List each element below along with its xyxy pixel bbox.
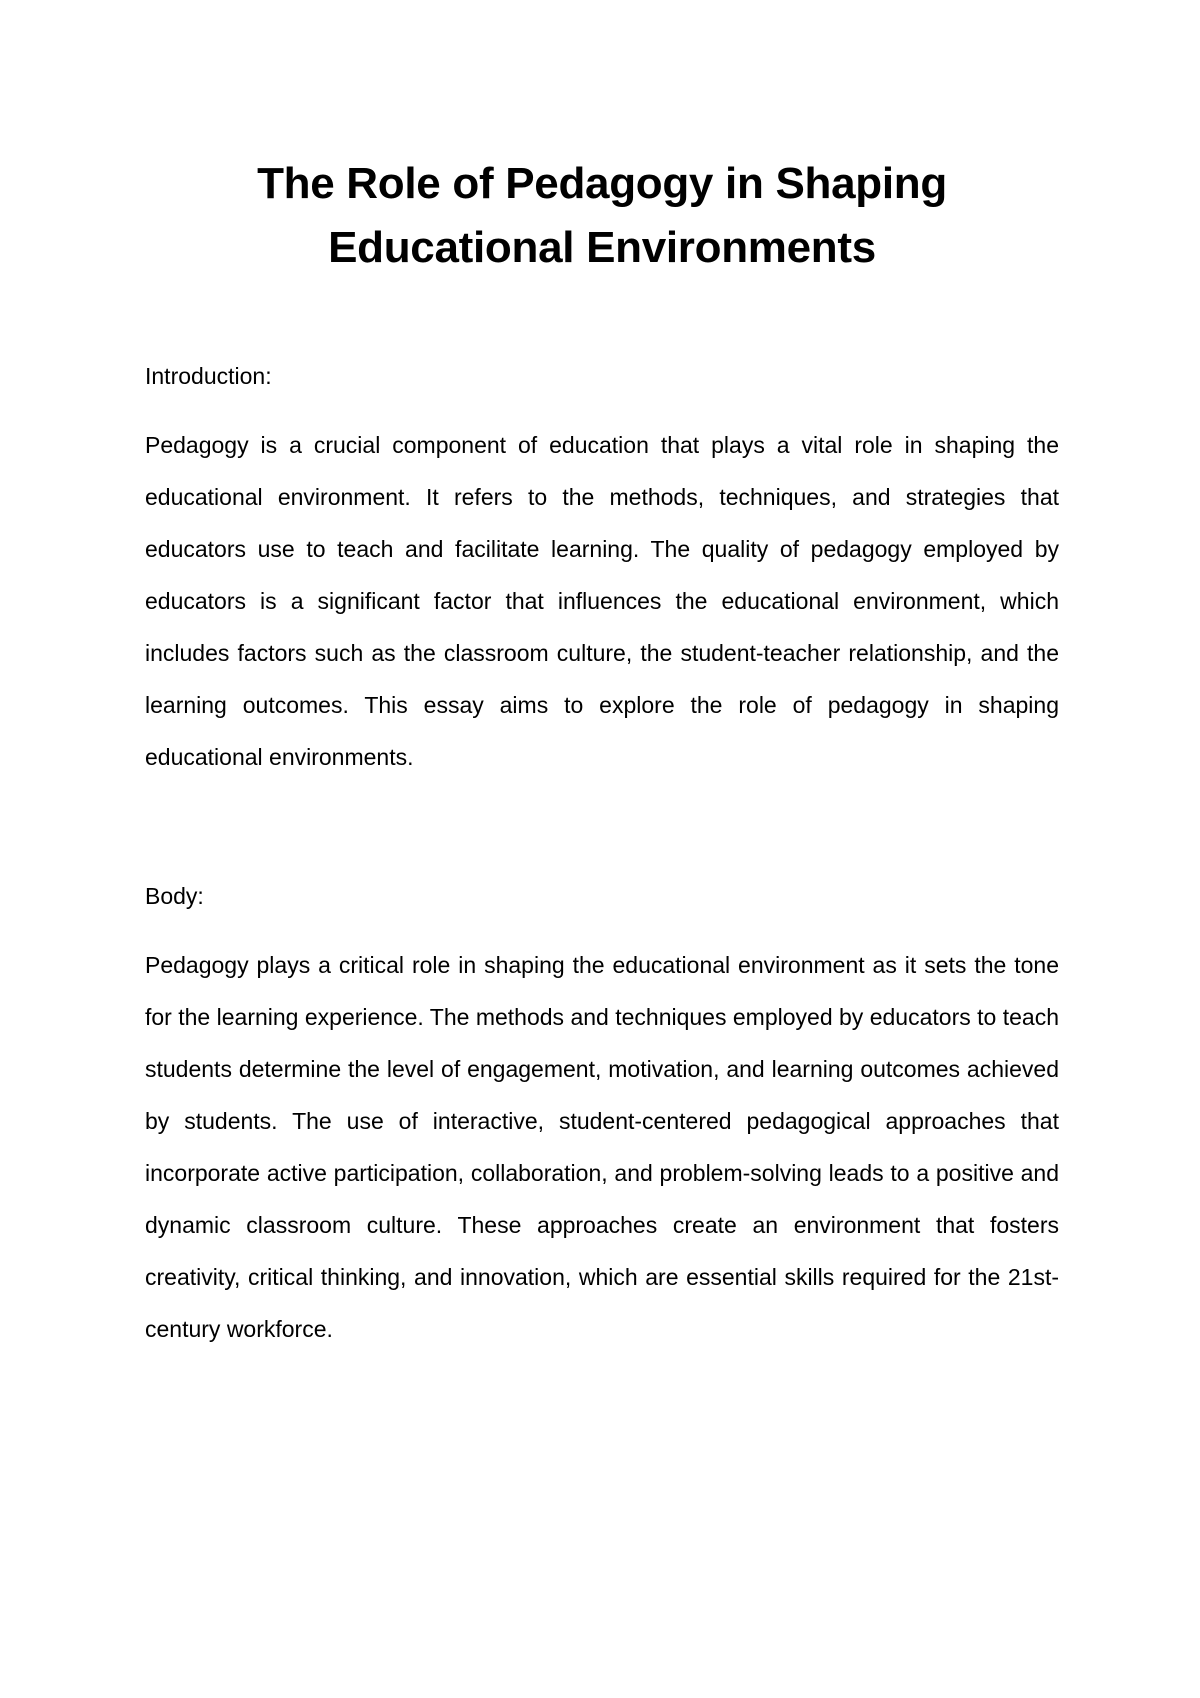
- document-body: [145, 360, 1059, 1355]
- body-heading: Body:: [145, 883, 204, 909]
- body-paragraph: Pedagogy plays a critical role in shaping the educational environment as it sets the tone for the learning experience. The methods and techniques employed by educators to teach students determine the level of engagement, motivation, and learning outcomes achieved by students. The use of interactive, student-centered pedagogical approaches that incorporate active participation, collaboration, and problem-solving leads to a positive and dynamic classroom culture. These approaches create an environment that fosters creativity, critical thinking, and innovation, which are essential skills required for the 21st-century workforce.: [145, 952, 1059, 1342]
- document-title: [145, 152, 1059, 280]
- title-line-2: Educational Environments: [328, 223, 876, 272]
- introduction-heading: Introduction:: [145, 363, 272, 389]
- title-line-1: The Role of Pedagogy in Shaping: [257, 159, 947, 208]
- introduction-paragraph: Pedagogy is a crucial component of education that plays a vital role in shaping the educational environment. It refers to the methods, techniques, and strategies that educators use to teach and facilitate learning. The quality of pedagogy employed by educators is a significant factor that influences the educational environment, which includes factors such as the classroom culture, the student-teacher relationship, and the learning outcomes. This essay aims to explore the role of pedagogy in shaping educational environments.: [145, 432, 1059, 770]
